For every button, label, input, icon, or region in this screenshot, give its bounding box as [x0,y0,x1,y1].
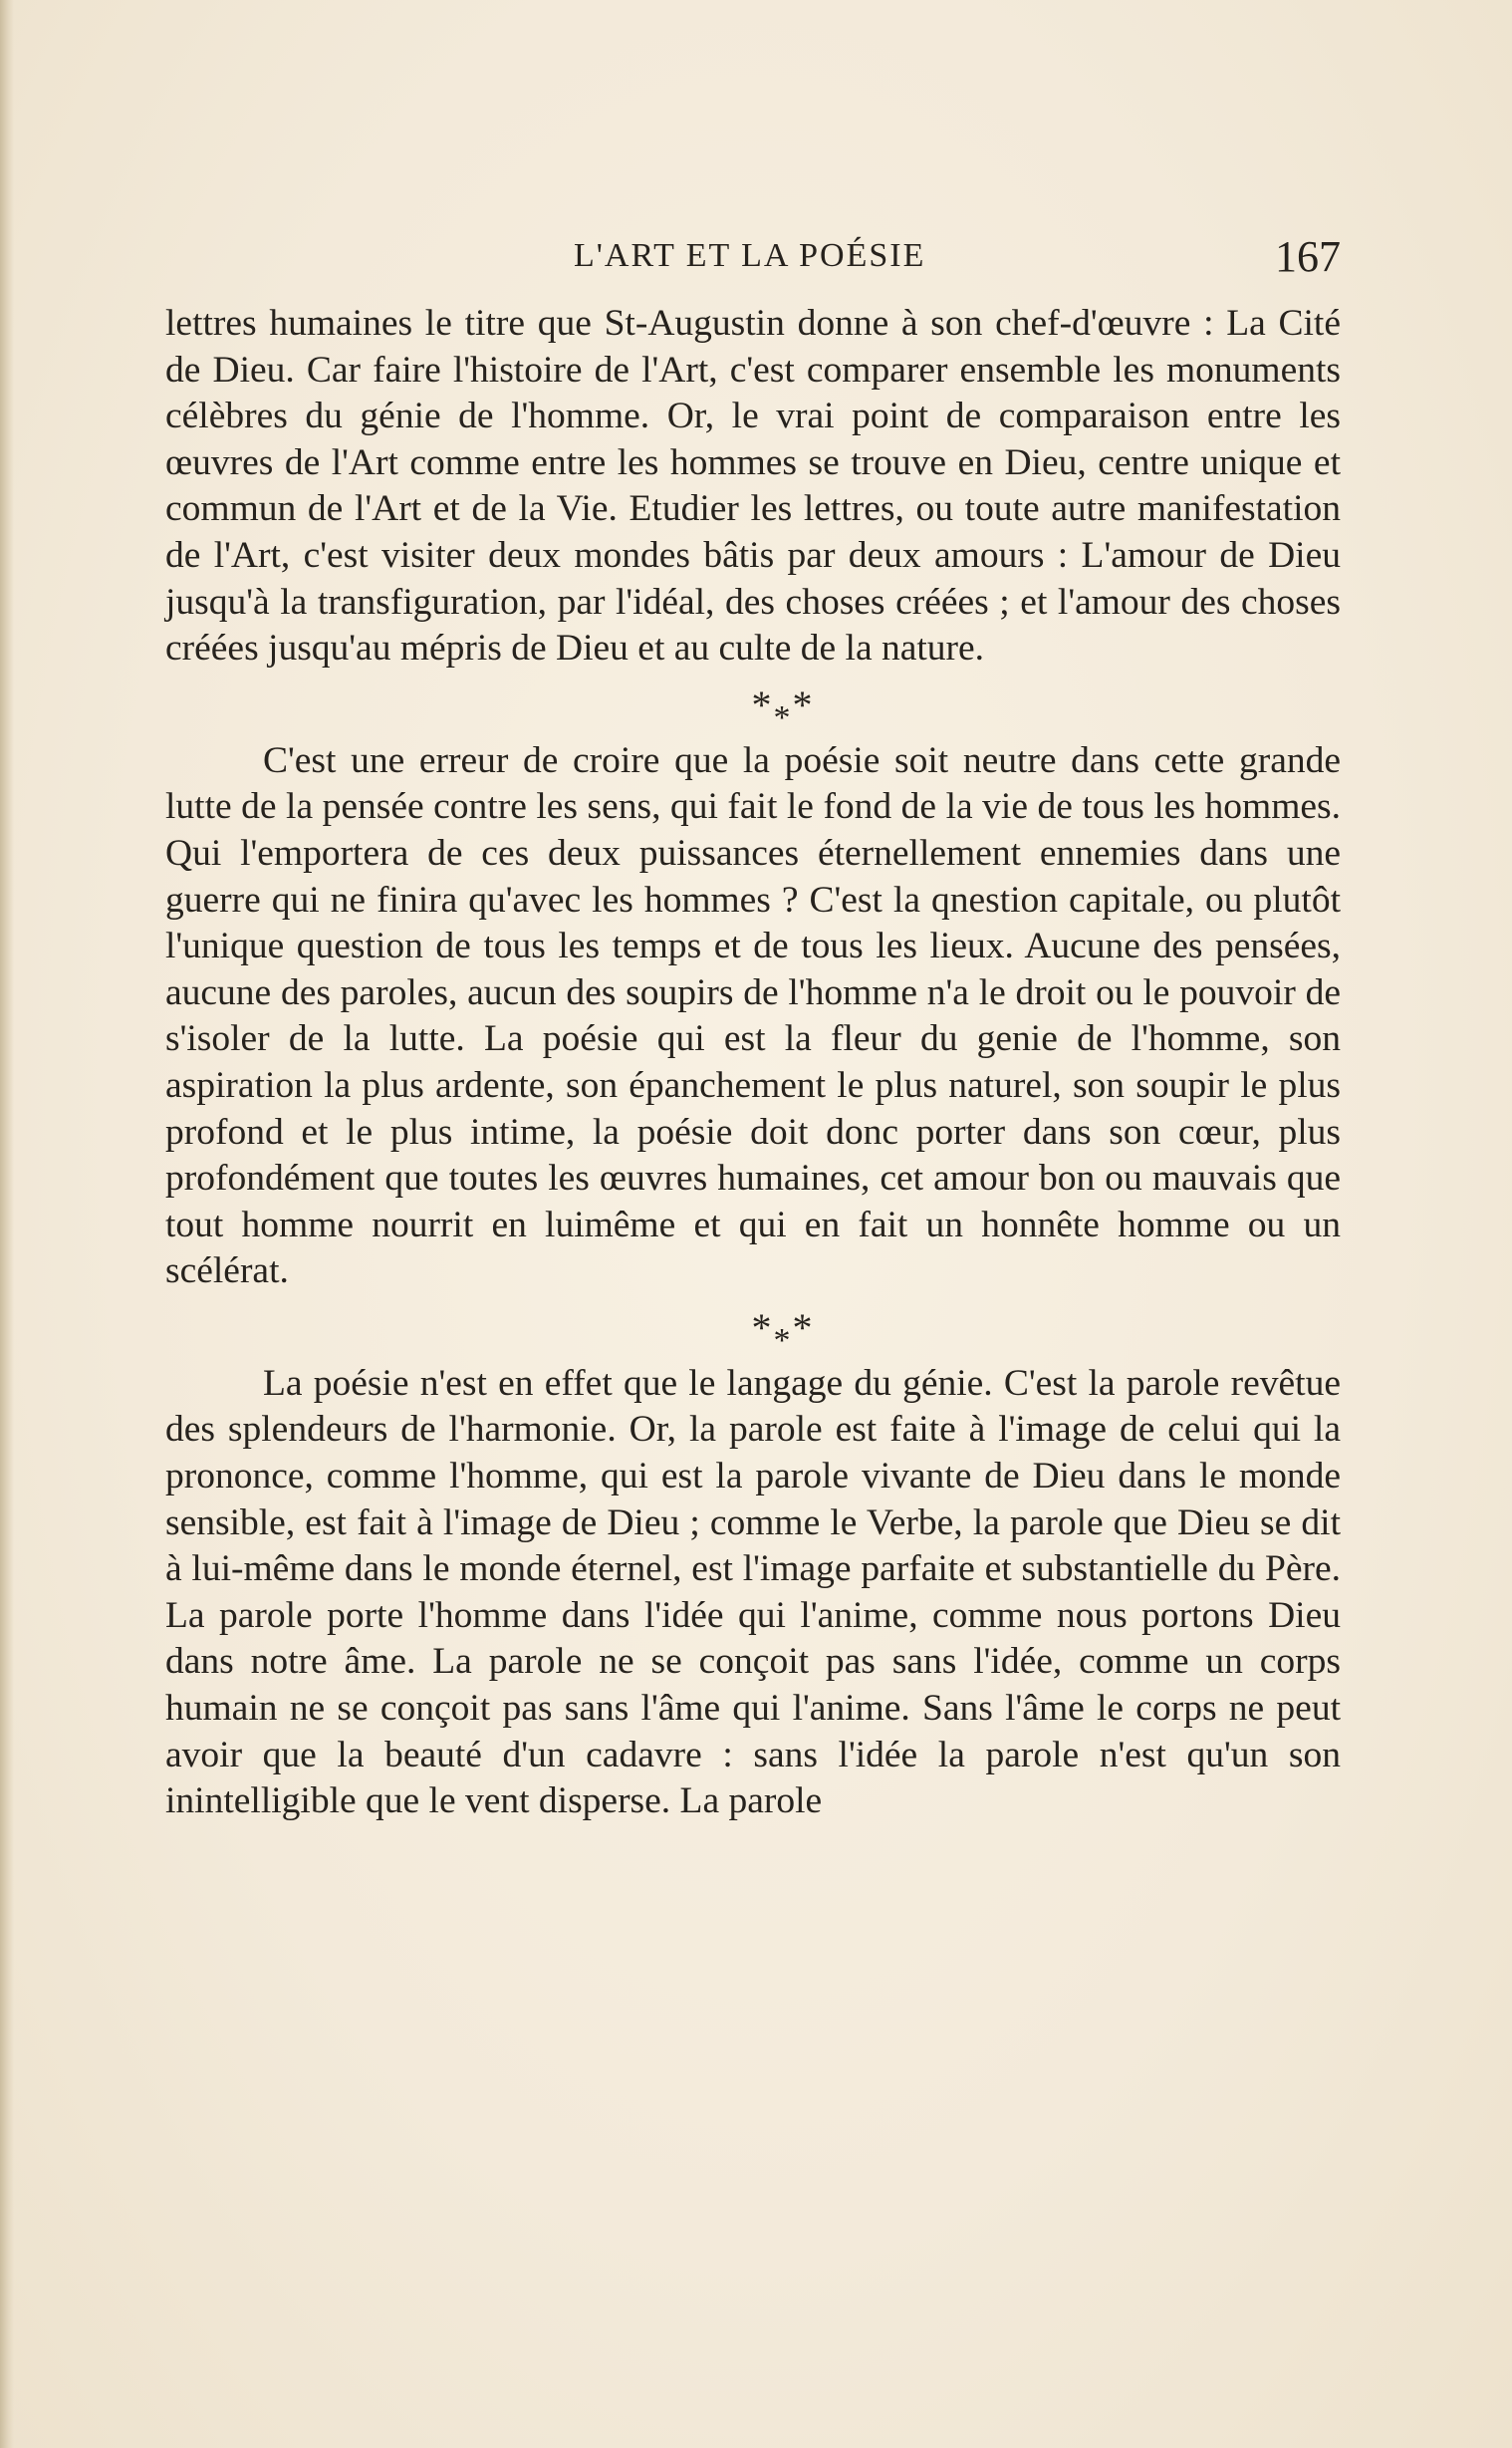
running-title: L'ART ET LA POÉSIE [574,237,926,274]
asterism-divider-2 [165,1295,1341,1361]
asterism-star: * [792,1304,815,1350]
asterism-divider-1 [165,673,1341,738]
paragraph-2: C'est une erreur de croire que la poésie soit neutre dans cette grande lutte de la pensée contre les sens, qui fait le fond de la vie de tous les hommes. Qui l'emportera de ces deux puissances éternellement ennemies dans une guerre qui ne finira qu'avec les hommes ? C'est la qnestion capitale, ou plutôt l'unique question de tous les temps et de tous les lieux. Aucune des pensées, aucune des paroles, aucun des soupirs de l'homme n'a le droit ou le pouvoir de s'isoler de la lutte. La poésie qui est la fleur du genie de l'homme, son aspiration la plus ardente, son épanchement le plus naturel, son soupir le plus profond et le plus intime, la poésie doit donc porter dans son cœur, plus profondément que toutes les œuvres humaines, cet amour bon ou mauvais que tout homme nourrit en luimême et qui en fait un honnête homme ou un scélérat. [165,739,1341,1292]
paragraph-3: La poésie n'est en effet que le langage du génie. C'est la parole revêtue des splendeurs de l'harmonie. Or, la parole est faite à l'image de celui qui la prononce, comme l'homme, qui est la parole vivante de Dieu dans le monde sensible, est fait à l'image de Dieu ; comme le Verbe, la parole que Dieu se dit à lui-même dans le monde éternel, est l'image parfaite et substantielle du Père. La parole porte l'homme dans l'idée qui l'anime, comme nous portons Dieu dans notre âme. La parole ne se conçoit pas sans l'idée, comme un corps humain ne se conçoit pas sans l'âme qui l'anime. Sans l'âme le corps ne peut avoir que la beauté d'un cadavre : sans l'idée la parole n'est qu'un son inintelligible que le vent disperse. La parole [165,1362,1341,1822]
page-number: 167 [1275,232,1341,281]
body-text [165,301,1341,1825]
asterism-star: * [773,1321,793,1359]
asterism-star: * [792,681,815,727]
page-header [159,231,1355,291]
asterism-star: * [773,698,793,736]
page-binding-edge [0,0,14,2448]
asterism-star: * [751,1304,774,1350]
paragraph-1: lettres humaines le titre que St-Augustin donne à son chef-d'œuvre : La Cité de Dieu. Car faire l'histoire de l'Art, c'est comparer ensemble les monuments célèbres du génie de l'homme. Or, le vrai point de comparaison entre les œuvres de l'Art comme entre les hommes se trouve en Dieu, centre unique et commun de l'Art et de la Vie. Etudier les lettres, ou toute autre manifestation de l'Art, c'est visiter deux mondes bâtis par deux amours : L'amour de Dieu jusqu'à la transfiguration, par l'idéal, des choses créées ; et l'amour des choses créées jusqu'au mépris de Dieu et au culte de la nature. [165,303,1341,670]
asterism-star: * [751,681,774,727]
